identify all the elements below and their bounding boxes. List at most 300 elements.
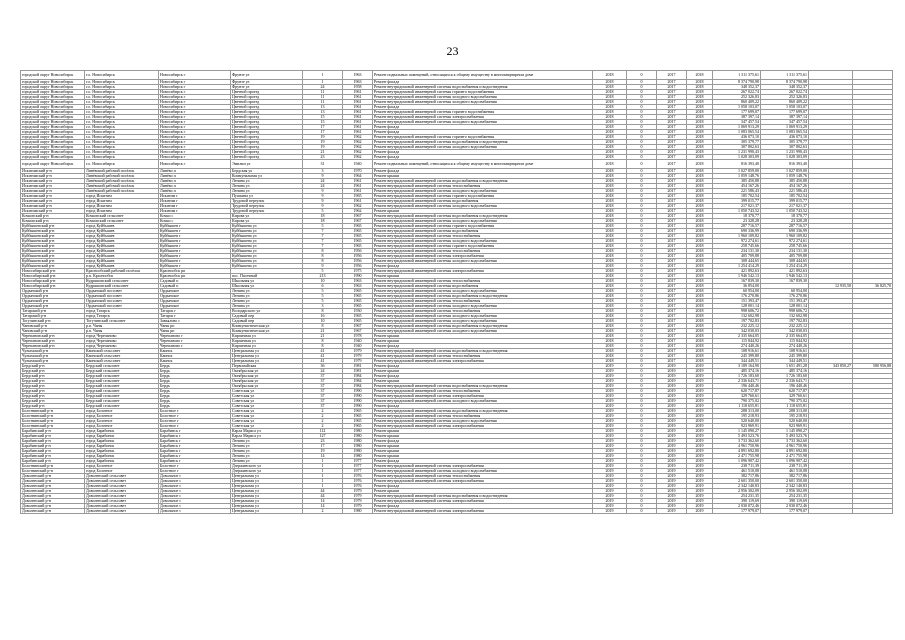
cell-district: Чулымский р-н	[21, 349, 85, 354]
cell-cost-fund: 308 444,65	[761, 259, 809, 264]
cell-year-built: 1990	[343, 404, 373, 409]
cell-count: 0	[627, 289, 657, 294]
cell-street: Советская ул	[231, 389, 303, 394]
cell-period-end: 2018	[687, 204, 713, 209]
cell-house: 1	[303, 479, 343, 484]
cell-street: Цветной проезд	[231, 145, 303, 150]
cell-street: Кирова ул	[231, 214, 303, 219]
cell-house: 5	[303, 289, 343, 294]
cell-settlement: Новосибирск г	[159, 100, 231, 105]
cell-cost: 4 891 692,80	[713, 449, 761, 454]
cell-street: Центральная ул	[231, 499, 303, 504]
cell-work-type: Ремонт фасада	[373, 105, 593, 110]
cell-year-built: 1965	[343, 229, 373, 234]
cell-plan-year: 2019	[593, 404, 627, 409]
cell-plan-year: 2019	[593, 399, 627, 404]
cell-cost: 307 802,63	[713, 145, 761, 150]
cell-work-type: Ремонт внутридомовой инженерной системы водоснабжения и водоотведения	[373, 140, 593, 145]
cell-period-start: 2019	[657, 369, 687, 374]
cell-street: Ленина ул	[231, 304, 303, 309]
cell-house: 23	[303, 155, 343, 160]
cell-work-type: Ремонт фасада	[373, 404, 593, 409]
cell-year-built: 1961	[343, 100, 373, 105]
cell-street: Советская ул	[231, 404, 303, 409]
cell-plan-year: 2019	[593, 364, 627, 369]
cell-district: городской округ Новосибирск	[21, 140, 85, 145]
cell-period-start: 2019	[657, 374, 687, 379]
cell-cost-fund: 5 493 523,76	[761, 434, 809, 439]
cell-count: 0	[627, 120, 657, 125]
cell-cost: 308 444,65	[713, 259, 761, 264]
cell-plan-year: 2018	[593, 249, 627, 254]
cell-cost: 197 702,83	[713, 319, 761, 324]
cell-settlement: Бердь	[159, 394, 231, 399]
cell-year-built: 1962	[343, 155, 373, 160]
cell-cost-fund: 307 802,63	[761, 145, 809, 150]
cell-year-built: 1990	[343, 399, 373, 404]
cell-district: Искитимский р-н	[21, 184, 85, 189]
cell-work-type: Ремонт внутридомовой инженерной системы электроснабжения	[373, 479, 593, 484]
cell-work-type: Ремонт внутридомовой инженерной системы теплоснабжения	[373, 234, 593, 239]
cell-period-start: 2019	[657, 499, 687, 504]
cell-period-end: 2018	[687, 284, 713, 289]
cell-period-end: 2018	[687, 309, 713, 314]
cell-cost-fund: 167 839,30	[761, 279, 809, 284]
cell-count: 0	[627, 155, 657, 160]
cell-territory: город Болотное	[85, 469, 159, 474]
cell-year-built: 1956	[343, 254, 373, 259]
cell-cost-fund: 485 374,16	[761, 369, 809, 374]
cell-district: Доволенский р-н	[21, 499, 85, 504]
cell-street: Ленина ул	[231, 179, 303, 184]
cell-house: 9	[303, 204, 343, 209]
cell-cost: 245 399,80	[713, 354, 761, 359]
cell-period-end: 2019	[687, 444, 713, 449]
cell-cost: 399 015,77	[713, 199, 761, 204]
cell-plan-year: 2018	[593, 259, 627, 264]
cell-period-start: 2017	[657, 199, 687, 204]
cell-period-end: 2018	[687, 279, 713, 284]
cell-work-type: Ремонт фасада	[373, 80, 593, 85]
cell-street: Октябрьская ул	[231, 384, 303, 389]
cell-cost-fund: 329 760,61	[761, 394, 809, 399]
cell-count: 0	[627, 219, 657, 224]
cell-count: 0	[627, 150, 657, 155]
cell-work-type: Ремонт внутридомовой инженерной системы водоснабжения и водоотведения	[373, 294, 593, 299]
cell-territory: г.о. Новосибирск	[85, 110, 159, 115]
cell-district: Тогучинский р-н	[21, 319, 85, 324]
cell-work-type: Ремонт внутридомовой инженерной системы холодного водоснабжения	[373, 239, 593, 244]
cell-count: 0	[627, 444, 657, 449]
cell-street: Школьная ул	[231, 279, 303, 284]
cell-house: 9	[303, 199, 343, 204]
cell-house: 3	[303, 304, 343, 309]
cell-count: 0	[627, 294, 657, 299]
cell-cost: 234 131,30	[713, 249, 761, 254]
cell-period-start: 2019	[657, 429, 687, 434]
cell-year-built: 1967	[343, 214, 373, 219]
cell-house: 1	[303, 484, 343, 489]
cell-cost-fund: 860 409,22	[761, 100, 809, 105]
cell-house: 11	[303, 100, 343, 105]
cell-street: Первомайская	[231, 364, 303, 369]
cell-district: Чулымский р-н	[21, 354, 85, 359]
cell-year-built: 1963	[343, 80, 373, 85]
cell-year-built: 1984	[343, 379, 373, 384]
cell-house: 21	[303, 150, 343, 155]
cell-count: 0	[627, 71, 657, 80]
cell-settlement: Черепаново г	[159, 334, 231, 339]
cell-count: 0	[627, 334, 657, 339]
cell-house: 112	[303, 429, 343, 434]
cell-cost-fund: 342 030,03	[761, 329, 809, 334]
cell-year-built: 1956	[343, 249, 373, 254]
cell-period-end: 2018	[687, 95, 713, 100]
cell-period-start: 2017	[657, 150, 687, 155]
cell-cost: 176 270,86	[713, 294, 761, 299]
cell-plan-year: 2018	[593, 214, 627, 219]
cell-house: 41	[303, 354, 343, 359]
cell-cost-fund: 221 586,43	[761, 189, 809, 194]
cell-cost-fund: 1 254 414,29	[761, 264, 809, 269]
cell-territory: город Куйбышев	[85, 224, 159, 229]
cell-count: 0	[627, 494, 657, 499]
cell-year-built: 1975	[343, 269, 373, 274]
cell-plan-year: 2018	[593, 304, 627, 309]
cell-settlement: Бердь	[159, 379, 231, 384]
cell-plan-year: 2018	[593, 90, 627, 95]
cell-plan-year: 2018	[593, 264, 627, 269]
cell-period-start: 2017	[657, 80, 687, 85]
cell-plan-year: 2019	[593, 379, 627, 384]
cell-cost-fund: 252 326,83	[761, 95, 809, 100]
cell-cost-owners: 36 825,70	[853, 284, 893, 289]
cell-district: Черепановский р-н	[21, 334, 85, 339]
cell-year-built: 1976	[343, 484, 373, 489]
cell-house: 8	[303, 309, 343, 314]
cell-year-built: 1961	[343, 115, 373, 120]
cell-district: Искитимский р-н	[21, 194, 85, 199]
cell-period-start: 2017	[657, 174, 687, 179]
cell-street: пос. Пасечный	[231, 274, 303, 279]
cell-settlement: Бердь	[159, 399, 231, 404]
cell-street: Трудовой переулок	[231, 204, 303, 209]
cell-period-end: 2018	[687, 189, 713, 194]
cell-work-type: Ремонт фасада	[373, 130, 593, 135]
cell-count: 0	[627, 239, 657, 244]
cell-work-type: Ремонт фасада	[373, 264, 593, 269]
cell-street: Куйбышева ул	[231, 244, 303, 249]
cell-cost-fund: 421 892,63	[761, 269, 809, 274]
cell-street: Центральная ул	[231, 359, 303, 364]
cell-territory: город Болотное	[85, 419, 159, 424]
cell-plan-year: 2019	[593, 469, 627, 474]
cell-street: Советская ул	[231, 419, 303, 424]
cell-plan-year: 2019	[593, 394, 627, 399]
cell-house: 37	[303, 379, 343, 384]
cell-period-start: 2017	[657, 100, 687, 105]
cell-plan-year: 2018	[593, 289, 627, 294]
cell-period-start: 2019	[657, 459, 687, 464]
cell-territory: город Барабинск	[85, 454, 159, 459]
cell-period-end: 2018	[687, 184, 713, 189]
cell-territory: город Барабинск	[85, 439, 159, 444]
cell-house: 14	[303, 454, 343, 459]
cell-plan-year: 2018	[593, 234, 627, 239]
cell-house: 1	[303, 469, 343, 474]
cell-district: Доволенский р-н	[21, 479, 85, 484]
cell-period-end: 2019	[687, 464, 713, 469]
cell-district: Барабинский р-н	[21, 429, 85, 434]
cell-district: городской округ Новосибирск	[21, 80, 85, 85]
cell-period-start: 2017	[657, 309, 687, 314]
cell-count: 0	[627, 469, 657, 474]
cell-settlement: Новосибирск г	[159, 105, 231, 110]
cell-count: 0	[627, 254, 657, 259]
cell-plan-year: 2018	[593, 314, 627, 319]
cell-work-type: Ремонт внутридомовой инженерной системы холодного водоснабжения	[373, 319, 593, 324]
cell-plan-year: 2019	[593, 374, 627, 379]
cell-street: Куйбышева ул	[231, 264, 303, 269]
cell-period-start: 2019	[657, 464, 687, 469]
cell-period-end: 2018	[687, 239, 713, 244]
cell-street: Центральная ул	[231, 479, 303, 484]
cell-cost: 2 471 755,98	[713, 454, 761, 459]
cell-district: Доволенский р-н	[21, 494, 85, 499]
cell-settlement: Новосибирск г	[159, 85, 231, 90]
cell-cost: 1 311 375,61	[713, 71, 761, 80]
cell-period-start: 2017	[657, 329, 687, 334]
cell-plan-year: 2018	[593, 174, 627, 179]
cell-street: Ленина ул	[231, 444, 303, 449]
cell-district: Черепановский р-н	[21, 344, 85, 349]
cell-district: Новосибирский р-н	[21, 284, 85, 289]
repair-program-table	[20, 70, 893, 514]
cell-year-built: 1961	[343, 105, 373, 110]
cell-count: 0	[627, 199, 657, 204]
cell-house: 37	[303, 404, 343, 409]
cell-period-end: 2018	[687, 214, 713, 219]
cell-street: Центральная ул	[231, 484, 303, 489]
cell-territory: Кудряшовский сельсовет	[85, 279, 159, 284]
cell-year-built: 1961	[343, 184, 373, 189]
cell-period-end: 2018	[687, 169, 713, 174]
cell-cost: 342 030,03	[713, 329, 761, 334]
cell-count: 0	[627, 314, 657, 319]
cell-period-end: 2018	[687, 130, 713, 135]
cell-period-start: 2017	[657, 194, 687, 199]
cell-settlement: Каинск	[159, 359, 231, 364]
cell-territory: Бердский сельсовет	[85, 379, 159, 384]
cell-district: Татарский р-н	[21, 314, 85, 319]
cell-settlement: Довольное с	[159, 474, 231, 479]
cell-plan-year: 2018	[593, 160, 627, 169]
cell-cost-fund: 2 471 755,98	[761, 454, 809, 459]
page-number: 23	[446, 44, 459, 58]
cell-year-built: 1963	[343, 71, 373, 80]
cell-district: городской округ Новосибирск	[21, 125, 85, 130]
cell-cost: 382 717,86	[713, 474, 761, 479]
cell-plan-year: 2018	[593, 334, 627, 339]
cell-plan-year: 2018	[593, 324, 627, 329]
cell-period-start: 2017	[657, 344, 687, 349]
cell-house: 14	[303, 499, 343, 504]
cell-year-built: 1965	[343, 314, 373, 319]
cell-period-end: 2018	[687, 160, 713, 169]
cell-settlement: Новосибирск г	[159, 135, 231, 140]
cell-house: 37	[303, 399, 343, 404]
cell-house: 2	[303, 424, 343, 429]
cell-settlement: Новосибирск г	[159, 160, 231, 169]
cell-work-type: Ремонт внутридомовой инженерной системы электроснабжения	[373, 464, 593, 469]
cell-cost: 348 352,37	[713, 85, 761, 90]
cell-territory: город Барабинск	[85, 429, 159, 434]
cell-work-type: Ремонт внутридомовой инженерной системы теплоснабжения	[373, 414, 593, 419]
cell-period-start: 2019	[657, 434, 687, 439]
cell-district: Болотнинский р-н	[21, 414, 85, 419]
cell-plan-year: 2019	[593, 414, 627, 419]
cell-work-type: Ремонт крыши	[373, 429, 593, 434]
cell-period-end: 2018	[687, 71, 713, 80]
cell-house: 5	[303, 294, 343, 299]
cell-period-start: 2017	[657, 95, 687, 100]
cell-street: Трудовой переулок	[231, 199, 303, 204]
cell-territory: Ордынский поссовет	[85, 299, 159, 304]
cell-count: 0	[627, 364, 657, 369]
cell-cost: 128 001,14	[713, 304, 761, 309]
cell-district: Бердский р-н	[21, 364, 85, 369]
cell-count: 0	[627, 284, 657, 289]
cell-year-built: 1977	[343, 469, 373, 474]
cell-territory: город Куйбышев	[85, 239, 159, 244]
cell-house: 18	[303, 214, 343, 219]
cell-territory: город Татарск	[85, 314, 159, 319]
cell-period-start: 2019	[657, 509, 687, 514]
cell-period-start: 2017	[657, 90, 687, 95]
cell-work-type: Ремонт внутридомовой инженерной системы теплоснабжения	[373, 354, 593, 359]
cell-count: 0	[627, 140, 657, 145]
cell-count: 0	[627, 484, 657, 489]
cell-year-built: 1961	[343, 199, 373, 204]
cell-district: Доволенский р-н	[21, 489, 85, 494]
cell-settlement: Куйбышев г	[159, 254, 231, 259]
cell-settlement: Барабинск г	[159, 459, 231, 464]
cell-cost: 2 342 140,83	[713, 484, 761, 489]
cell-period-start: 2017	[657, 249, 687, 254]
cell-count: 0	[627, 504, 657, 509]
cell-district: Искитимский р-н	[21, 204, 85, 209]
cell-period-end: 2019	[687, 509, 713, 514]
cell-work-type: Ремонт внутридомовой инженерной системы холодного водоснабжения	[373, 100, 593, 105]
cell-plan-year: 2019	[593, 499, 627, 504]
cell-period-start: 2017	[657, 284, 687, 289]
cell-work-type: Ремонт внутридомовой инженерной системы водоснабжения и водоотведения	[373, 214, 593, 219]
cell-cost-fund: 245 399,80	[761, 354, 809, 359]
cell-cost: 1 145 090,27	[713, 429, 761, 434]
cell-settlement: Довольное с	[159, 479, 231, 484]
cell-count: 0	[627, 224, 657, 229]
cell-district: Доволенский р-н	[21, 504, 85, 509]
cell-work-type: Ремонт внутридомовой инженерной системы горячего водоснабжения	[373, 110, 593, 115]
cell-period-end: 2018	[687, 274, 713, 279]
cell-period-end: 2018	[687, 244, 713, 249]
cell-house: 1	[303, 71, 343, 80]
cell-count: 0	[627, 404, 657, 409]
cell-cost: 3 733 362,60	[713, 439, 761, 444]
cell-work-type: Ремонт внутридомовой инженерной системы электроснабжения	[373, 359, 593, 364]
cell-house: 10	[303, 279, 343, 284]
cell-cost: 620 717,87	[713, 389, 761, 394]
cell-cost-fund: 128 001,14	[761, 304, 809, 309]
cell-house: 36	[303, 364, 343, 369]
cell-settlement: Барабинск г	[159, 449, 231, 454]
cell-cost: 232 225,12	[713, 324, 761, 329]
cell-period-start: 2017	[657, 189, 687, 194]
cell-street: Центральная ул	[231, 354, 303, 359]
cell-cost-budget	[809, 71, 853, 80]
cell-territory: Бердский сельсовет	[85, 389, 159, 394]
cell-work-type: Ремонт внутридомовой инженерной системы водоснабжения и водоотведения	[373, 85, 593, 90]
cell-district: городской округ Новосибирск	[21, 110, 85, 115]
cell-plan-year: 2018	[593, 110, 627, 115]
cell-district: Барабинский р-н	[21, 454, 85, 459]
cell-year-built: 1981	[343, 364, 373, 369]
cell-cost: 23 328,28	[713, 219, 761, 224]
cell-territory: город Болотное	[85, 424, 159, 429]
cell-count: 0	[627, 359, 657, 364]
cell-cost: 790 375,02	[713, 399, 761, 404]
cell-work-type: Ремонт внутридомовой инженерной системы теплоснабжения	[373, 474, 593, 479]
cell-cost-budget	[809, 160, 853, 169]
cell-count: 0	[627, 459, 657, 464]
cell-count: 0	[627, 179, 657, 184]
cell-work-type: Ремонт внутридомовой инженерной системы горячего водоснабжения	[373, 90, 593, 95]
cell-work-type: Ремонт внутридомовой инженерной системы теплоснабжения	[373, 184, 593, 189]
cell-district: Болотнинский р-н	[21, 469, 85, 474]
cell-district: городской округ Новосибирск	[21, 145, 85, 150]
cell-district: Барабинский р-н	[21, 444, 85, 449]
cell-work-type: Ремонт внутридомовой инженерной системы горячего водоснабжения	[373, 194, 593, 199]
cell-period-start: 2017	[657, 224, 687, 229]
cell-year-built: 1979	[343, 499, 373, 504]
cell-count: 0	[627, 229, 657, 234]
cell-settlement: Завьялово с	[159, 319, 231, 324]
cell-plan-year: 2018	[593, 299, 627, 304]
cell-district: городской округ Новосибирск	[21, 105, 85, 110]
cell-year-built: 1956	[343, 264, 373, 269]
cell-cost-fund: 1 028 303,09	[761, 155, 809, 160]
cell-street: Ленина ул	[231, 439, 303, 444]
cell-period-start: 2019	[657, 449, 687, 454]
cell-period-end: 2018	[687, 359, 713, 364]
cell-cost: 1 726 183,60	[713, 374, 761, 379]
cell-house: 37	[303, 389, 343, 394]
cell-cost-fund: 115 844,92	[761, 339, 809, 344]
cell-district: Ордынский р-н	[21, 299, 85, 304]
cell-period-end: 2018	[687, 334, 713, 339]
cell-work-type: Ремонт фасада	[373, 439, 593, 444]
cell-settlement: Новосибирск г	[159, 95, 231, 100]
cell-cost-fund: 690 336,99	[761, 229, 809, 234]
cell-territory: Ордынский поссовет	[85, 304, 159, 309]
cell-cost: 1 050 743,52	[713, 209, 761, 214]
cell-count: 0	[627, 259, 657, 264]
cell-district: Куйбышевский р-н	[21, 249, 85, 254]
cell-cost-fund: 132 602,98	[761, 314, 809, 319]
cell-district: Искитимский р-н	[21, 174, 85, 179]
cell-settlement: Ордынское	[159, 294, 231, 299]
cell-period-end: 2018	[687, 150, 713, 155]
